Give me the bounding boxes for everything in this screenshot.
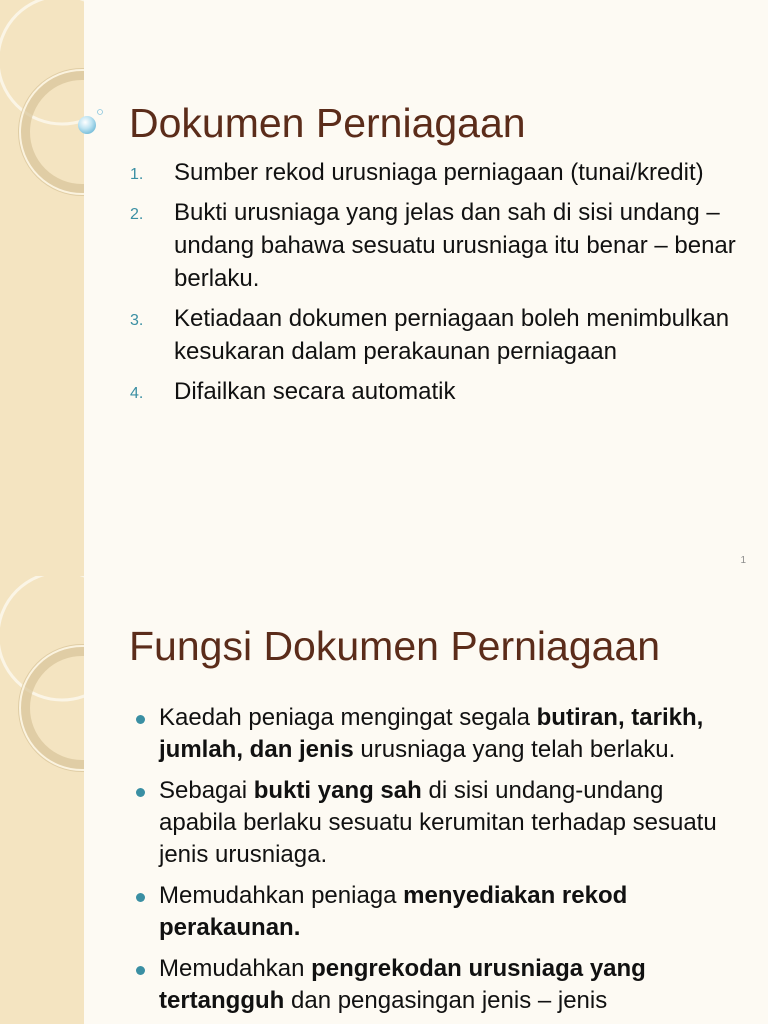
- list-item-text: Sumber rekod urusniaga perniagaan (tunai/kredit): [174, 159, 704, 186]
- bubble-ornament-icon: [70, 104, 110, 144]
- decorative-side-strip: [0, 0, 84, 576]
- slide-title: Dokumen Perniagaan: [129, 100, 526, 146]
- list-item-text: Ketiadaan dokumen perniagaan boleh menimbulkan kesukaran dalam perakaunan perniagaan: [174, 305, 730, 365]
- list-item: [128, 302, 748, 368]
- list-number: 1.: [130, 166, 144, 183]
- list-number: 3.: [130, 312, 144, 329]
- list-item-text: Difailkan secara automatik: [174, 378, 456, 405]
- list-item: [134, 880, 734, 944]
- bullet-icon: [136, 966, 145, 975]
- list-item-bold-text: menyediakan rekod perakaunan.: [159, 882, 628, 941]
- page-number: 1: [740, 555, 746, 566]
- list-item-text: dan pengasingan jenis – jenis: [284, 987, 608, 1014]
- list-item: [128, 156, 748, 189]
- bullet-icon: [136, 715, 145, 724]
- decorative-side-strip: [0, 576, 84, 1024]
- list-item-bold-text: bukti yang sah: [253, 777, 422, 804]
- list-item-bold-text: butiran, tarikh, jumlah, dan jenis: [159, 704, 704, 763]
- list-item-text: di sisi undang-undang apabila berlaku sesuatu kerumitan terhadap sesuatu jenis urusniaga.: [159, 777, 717, 868]
- list-item-bold-text: pengrekodan urusniaga yang tertangguh: [159, 955, 646, 1014]
- list-item-text: Kaedah peniaga mengingat segala: [159, 704, 537, 731]
- numbered-list: [128, 156, 748, 415]
- decorative-circles-icon: [0, 0, 84, 576]
- list-item: [128, 196, 748, 295]
- bullet-icon: [136, 788, 145, 797]
- list-number: 4.: [130, 385, 144, 402]
- slide-2: [0, 576, 768, 1024]
- bullet-list: [134, 702, 734, 1024]
- list-item: [134, 702, 734, 766]
- list-item: [134, 775, 734, 871]
- decorative-circles-icon: [0, 576, 84, 1024]
- list-item-text: Memudahkan peniaga: [159, 882, 404, 909]
- list-item-text: Memudahkan: [159, 955, 312, 982]
- list-item: [128, 375, 748, 408]
- list-item-text: urusniaga yang telah berlaku.: [353, 736, 676, 763]
- list-item-text: Bukti urusniaga yang jelas dan sah di sisi undang – undang bahawa sesuatu urusniaga itu benar – benar berlaku.: [174, 199, 736, 292]
- list-item: [134, 953, 734, 1017]
- list-number: 2.: [130, 206, 144, 223]
- slide-title: Fungsi Dokumen Perniagaan: [129, 623, 661, 669]
- list-item-text: Sebagai: [159, 777, 254, 804]
- bullet-icon: [136, 893, 145, 902]
